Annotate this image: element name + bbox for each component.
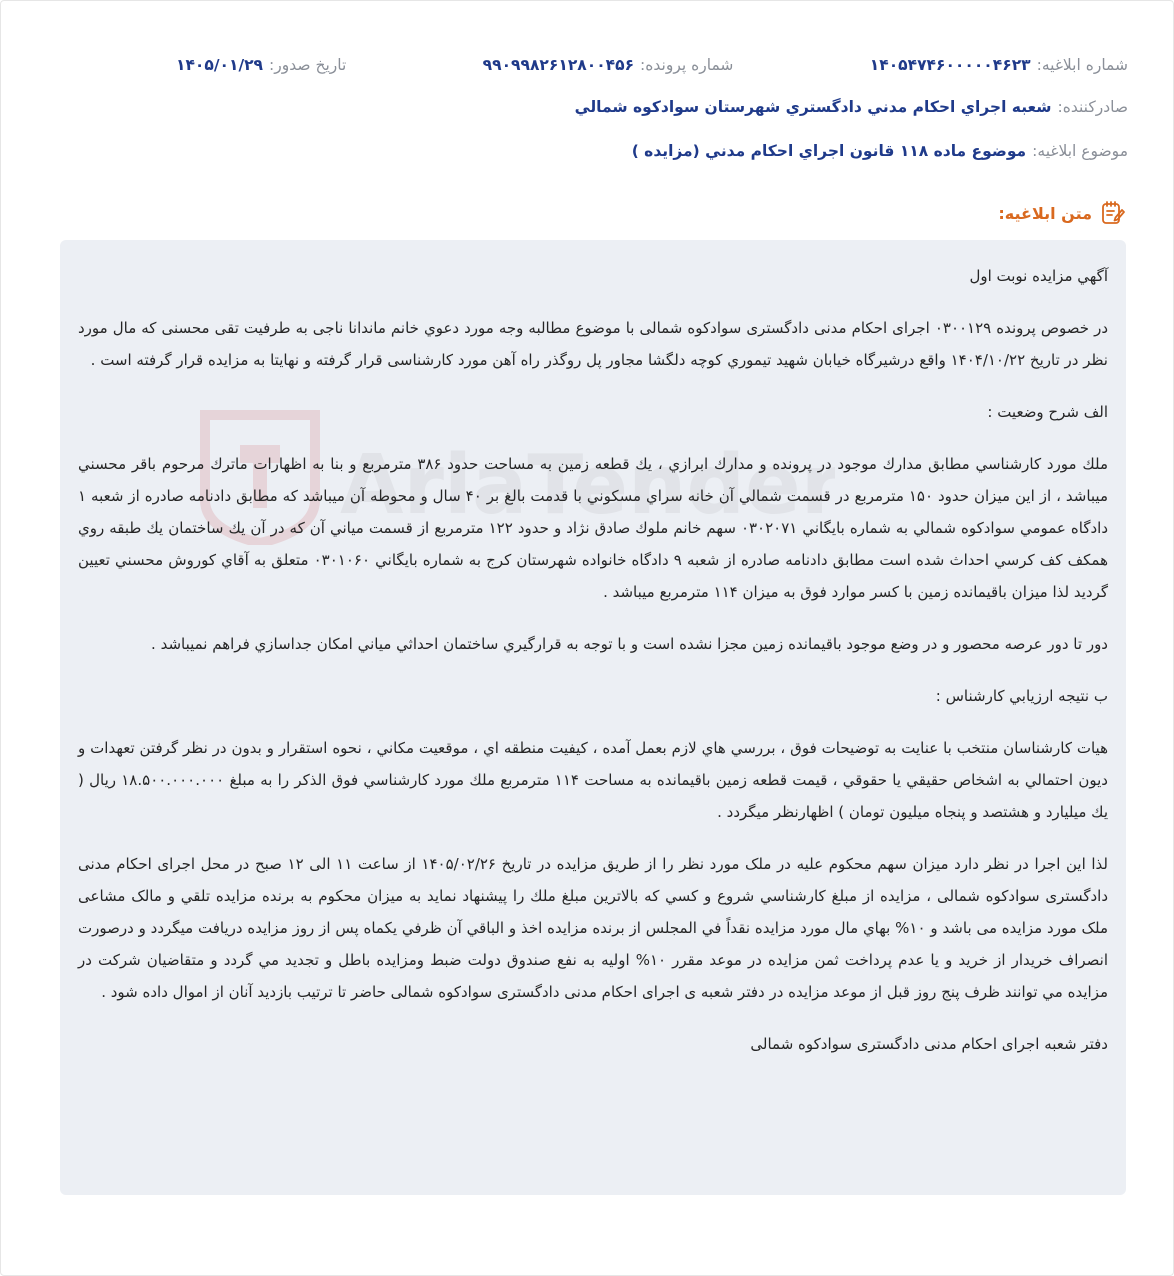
notice-paragraph: الف شرح وضعيت :: [987, 403, 1108, 421]
issuer-label: صادرکننده:: [1057, 98, 1128, 116]
notice-body: [60, 240, 1126, 1195]
notice-title: متن ابلاغيه:: [998, 203, 1092, 223]
notepad-pen-icon: [1100, 200, 1126, 226]
notice-paragraph: ب نتيجه ارزيابي كارشناس :: [935, 687, 1108, 705]
meta-row-identifiers: [46, 56, 1128, 74]
issue-date-value: ۱۴۰۵/۰۱/۲۹: [176, 56, 264, 74]
notice-paragraph: دور تا دور عرصه محصور و در وضع موجود باقيمانده زمين مجزا نشده است و با توجه به قرارگيري ساختمان احداثي مياني امكان جداسازي فراهم نميباشد .: [151, 635, 1108, 653]
issuer-value: شعبه اجراي احكام مدني دادگستري شهرستان سوادكوه شمالي: [574, 98, 1052, 116]
notice-number-value: ۱۴۰۵۴۷۴۶۰۰۰۰۰۴۶۲۳: [869, 56, 1031, 74]
notice-number-label: شماره ابلاغيه:: [1036, 56, 1128, 74]
case-number: [483, 56, 734, 74]
meta-row-issuer: [46, 98, 1128, 116]
svg-text:AriaTender.neT: AriaTender: [340, 438, 830, 533]
issue-date-label: تاريخ صدور:: [269, 56, 347, 74]
subject-label: موضوع ابلاغيه:: [1032, 142, 1128, 160]
notice-number: [870, 56, 1128, 74]
case-number-value: ۹۹۰۹۹۸۲۶۱۲۸۰۰۴۵۶: [482, 56, 635, 74]
case-number-label: شماره پرونده:: [640, 56, 734, 74]
notice-paragraph: ملك مورد كارشناسي مطابق مدارك موجود در پرونده و مدارك ابرازي ، يك قطعه زمين به مساحت حدود ۳۸۶ مترمربع و بنا به اظهارات ماترك مرحوم باقر محسني ميباشد ، از اين ميزان حدود ۱۵۰ مترمربع در قسمت شمالي آن خانه سراي مسكوني با قدمت بالغ بر ۴۰ سال و محوطه آن ميباشد كه مطابق دادنامه صادره از شعبه ۱ دادگاه عمومي سوادكوه شمالي به شماره بايگاني ۰۳۰۲۰۷۱ سهم خانم ملوك صادق نژاد و حدود ۱۲۲ مترمربع از قسمت مياني آن كه در آن يك ساختمان يك طبقه روي همكف كف كرسي احداث شده است مطابق دادنامه صادره از شعبه ۹ دادگاه خانواده شهرستان كرج به شماره بايگاني ۰۳۰۱۰۶۰ متعلق به آقاي كوروش محسني تعيين گرديد لذا ميزان باقيمانده زمين با كسر موارد فوق به ميزان ۱۱۴ مترمربع ميباشد .: [78, 455, 1109, 601]
notice-paragraph: آگهي مزايده نوبت اول: [969, 267, 1108, 285]
meta-row-subject: [46, 142, 1128, 160]
notice-paragraph: لذا این اجرا در نظر دارد میزان سهم محکوم علیه در ملک مورد نظر را از طریق مزایده در تاریخ ۱۴۰۵/۰۲/۲۶ از ساعت ۱۱ الی ۱۲ صبح در محل اجرای احکام مدنی دادگستری سوادکوه شمالی ، مزايده از مبلغ كارشناسي شروع و كسي كه بالاترين مبلغ ملك را پيشنهاد نمايد به ميزان محكوم به برنده مزايده تلقي و مالک مشاعی ملک مورد مزایده می باشد و ۱۰% بهاي مال مورد مزايده نقداً في المجلس از برنده مزايده اخذ و الباقي آن ظرفي يكماه پس از روز مزايده دريافت ميگردد و درصورت انصراف خريدار از خريد و يا عدم پرداخت ثمن مزايده در موعد مقرر ۱۰% اوليه به نفع صندوق دولت ضبط ومزايده باطل و تجديد مي گردد و متقاضيان شركت در مزايده مي توانند ظرف پنج روز قبل از موعد مزايده در دفتر شعبه ی اجرای احکام مدنی دادگستری سوادکوه شمالی حاضر تا ترتيب بازديد آنان از اموال داده شود .: [78, 855, 1108, 1001]
notice-paragraph: هيات كارشناسان منتخب با عنايت به توضيحات فوق ، بررسي هاي لازم بعمل آمده ، كيفيت منطقه اي ، موقعيت مكاني ، نحوه استقرار و بدون در نظر گرفتن تعهدات و ديون احتمالي به اشخاص حقيقي يا حقوقي ، قيمت قطعه زمين باقيمانده به مساحت ۱۱۴ مترمربع ملك مورد كارشناسي فوق الذكر را به مبلغ ۱۸.۵۰۰.۰۰۰.۰۰۰ ريال ( يك ميليارد و هشتصد و پنجاه ميليون تومان ) اظهارنظر ميگردد .: [78, 739, 1108, 821]
issue-date: [176, 56, 346, 74]
subject-value: موضوع ماده ۱۱۸ قانون اجراي احكام مدني (مزايده ): [631, 142, 1027, 160]
notice-paragraph: دفتر شعبه اجرای احکام مدنی دادگستری سوادکوه شمالی: [750, 1035, 1108, 1053]
notice-paragraph: در خصوص پرونده ۰۳۰۰۱۲۹ اجرای احکام مدنی دادگستری سوادکوه شمالی با موضوع مطالبه وجه مورد دعوي خانم ماندانا ناجی به طرفيت تقی محسنی که مال مورد نظر در تاريخ ۱۴۰۴/۱۰/۲۲ واقع درشيرگاه خيابان شهيد تيموري كوچه دلگشا مجاور پل روگذر راه آهن مورد کارشناسی قرار گرفته و نهایتا به مزایده قرار گرفته است .: [78, 319, 1108, 369]
notice-header: [998, 200, 1126, 226]
